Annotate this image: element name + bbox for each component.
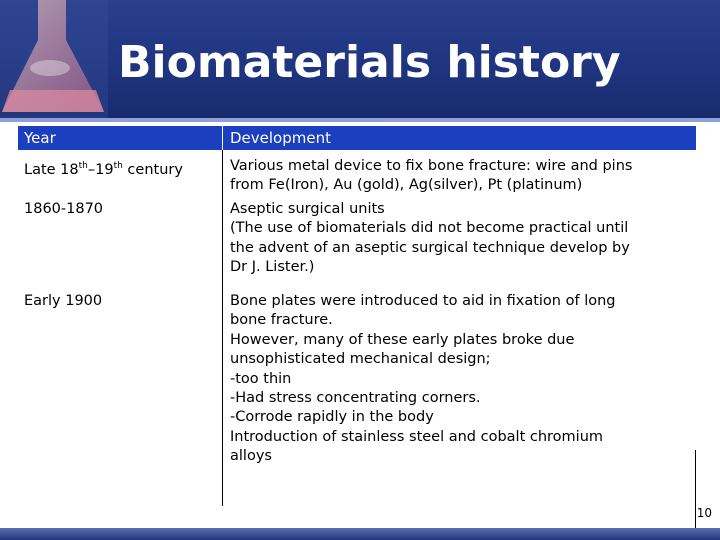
slide-title: Biomaterials history <box>118 37 621 88</box>
development-line: from Fe(Iron), Au (gold), Ag(silver), Pt (platinum) <box>230 177 583 194</box>
year-sup: th <box>78 161 88 171</box>
table-row <box>18 286 696 506</box>
development-line: bone fracture. <box>230 312 333 329</box>
development-cell <box>222 150 696 194</box>
development-line: -too thin <box>230 370 292 387</box>
development-line: Introduction of stainless steel and cobalt chromium <box>230 428 604 445</box>
header-divider <box>0 118 720 122</box>
development-cell <box>222 194 696 286</box>
development-cell <box>222 286 696 506</box>
year-cell: 1860-1870 <box>24 201 104 217</box>
development-line: Various metal device to fix bone fracture: wire and pins <box>230 158 633 174</box>
year-sup: th <box>113 161 123 171</box>
table-row <box>18 150 696 194</box>
year-cell <box>18 150 222 194</box>
table-header-row <box>18 126 696 150</box>
slide-header <box>0 0 720 118</box>
development-line: unsophisticated mechanical design; <box>230 351 491 368</box>
table-row <box>18 194 696 286</box>
year-cell: Early 1900 <box>24 293 103 309</box>
header-development: Development <box>222 126 696 150</box>
development-line: -Had stress concentrating corners. <box>230 390 481 407</box>
year-text: century <box>122 161 183 178</box>
footer-bar <box>0 528 720 540</box>
development-line: However, many of these early plates broke due <box>230 331 575 348</box>
development-line: (The use of biomaterials did not become practical until <box>230 220 629 237</box>
header-year: Year <box>24 129 56 147</box>
development-line: the advent of an aseptic surgical technique develop by <box>230 239 630 256</box>
history-table <box>18 126 696 506</box>
development-line: Bone plates were introduced to aid in fixation of long <box>230 293 616 309</box>
page-number: 10 <box>696 506 712 520</box>
development-line: -Corrode rapidly in the body <box>230 409 434 426</box>
development-line: alloys <box>230 448 272 465</box>
development-line: Dr J. Lister.) <box>230 259 315 276</box>
development-line: Aseptic surgical units <box>230 201 385 217</box>
year-text: Late 18 <box>24 161 79 178</box>
flask-icon <box>0 0 108 118</box>
year-text: –19 <box>87 161 114 178</box>
